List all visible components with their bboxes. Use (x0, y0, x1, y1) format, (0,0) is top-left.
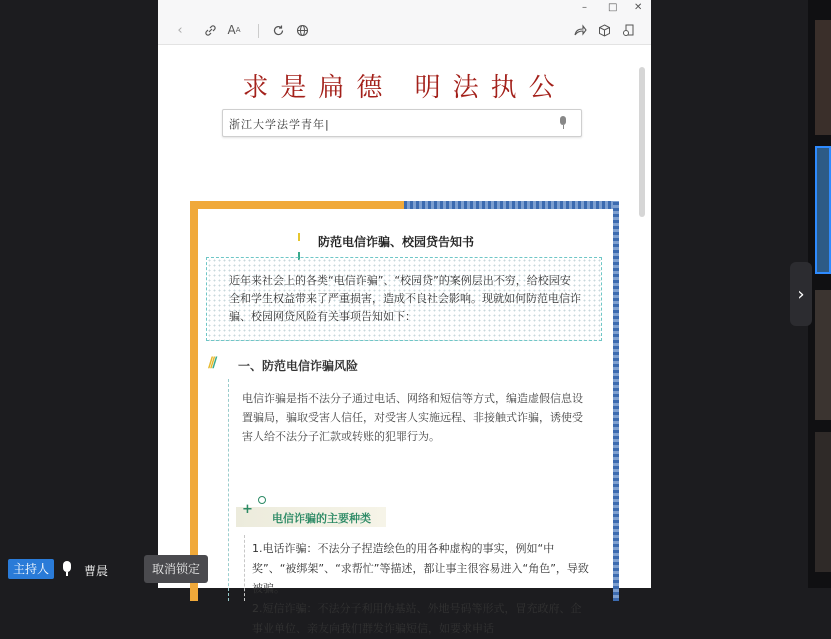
globe-icon[interactable] (294, 22, 310, 38)
next-page-button[interactable] (790, 262, 812, 326)
frame-border-blue-side (613, 201, 619, 601)
host-badge: 主持人 (8, 559, 54, 579)
section-divider (228, 379, 230, 601)
refresh-icon[interactable] (270, 22, 286, 38)
frame-border-orange (190, 201, 404, 209)
page-content (158, 45, 651, 635)
video-thumbnail-active[interactable] (815, 146, 831, 274)
section-paragraph: 电信诈骗是指不法分子通过电话、网络和短信等方式，编造虚假信息设置骗局，骗取受害人信任，对受害人实施远程、非接触式诈骗，诱使受害人给不法分子汇款或转账的犯罪行为。 (242, 392, 583, 443)
article-card (190, 201, 619, 635)
title-bar (158, 0, 651, 18)
unlock-button[interactable]: 取消锁定 (144, 555, 208, 583)
intro-text: 近年来社会上的各类“电信诈骗”、“校园贷”的案例层出不穷，给校园安全和学生权益带来了严重损害，造成不良社会影响。现就如何防范电信诈骗、校园网贷风险有关事项告知如下： (229, 274, 581, 323)
quote-mark-icon (298, 226, 304, 234)
search-input[interactable]: 浙江大学法学青年| (229, 118, 330, 131)
microphone-icon[interactable] (559, 116, 567, 130)
participant-name: 曹晨 (84, 564, 109, 578)
plus-icon: + (242, 502, 253, 517)
video-thumbnail[interactable] (815, 20, 831, 135)
maximize-button[interactable]: □ (608, 2, 618, 13)
search-box[interactable] (222, 109, 582, 137)
link-icon[interactable] (202, 22, 218, 38)
export-icon[interactable] (620, 22, 636, 38)
toolbar-divider (258, 24, 259, 38)
browser-window (158, 0, 651, 635)
circle-icon (258, 496, 266, 504)
close-button[interactable]: ✕ (634, 2, 643, 13)
browser-toolbar (158, 18, 651, 45)
share-icon[interactable] (572, 22, 588, 38)
list-item: 2.短信诈骗：不法分子利用伪基站、外地号码等形式，冒充政府、企事业单位、亲友向我们群发诈骗短信，如要求申话 (252, 602, 582, 635)
chevron-left-icon[interactable]: ‹ (177, 22, 183, 38)
section-slash-icon: /// (208, 355, 215, 371)
video-thumbnail[interactable] (815, 432, 831, 572)
intro-box (206, 257, 602, 341)
microphone-icon[interactable] (62, 561, 72, 577)
cube-icon[interactable] (596, 22, 612, 38)
fraud-type-list (252, 539, 592, 639)
section-title: 一、防范电信诈骗风险 (238, 359, 359, 373)
frame-border-orange-side (190, 201, 198, 601)
subheading-text: 电信诈骗的主要种类 (272, 512, 371, 525)
video-thumbnail[interactable] (815, 290, 831, 420)
font-size-icon[interactable]: A A (227, 23, 241, 37)
subheading-banner (236, 507, 386, 527)
list-item: 1.电话诈骗：不法分子捏造绘色的用各种虚构的事实，例如“中奖”、“被绑架”、“求帮忙”等描述，都让事主很容易进入“角色”，导致被骗。 (252, 542, 589, 595)
minimize-button[interactable]: – (582, 2, 587, 13)
chevron-right-icon: › (797, 283, 805, 305)
calligraphy-header: 求是扁德 明法执公 (242, 73, 567, 103)
article-title: 防范电信诈骗、校园贷告知书 (318, 235, 475, 249)
frame-border-blue (404, 201, 619, 209)
